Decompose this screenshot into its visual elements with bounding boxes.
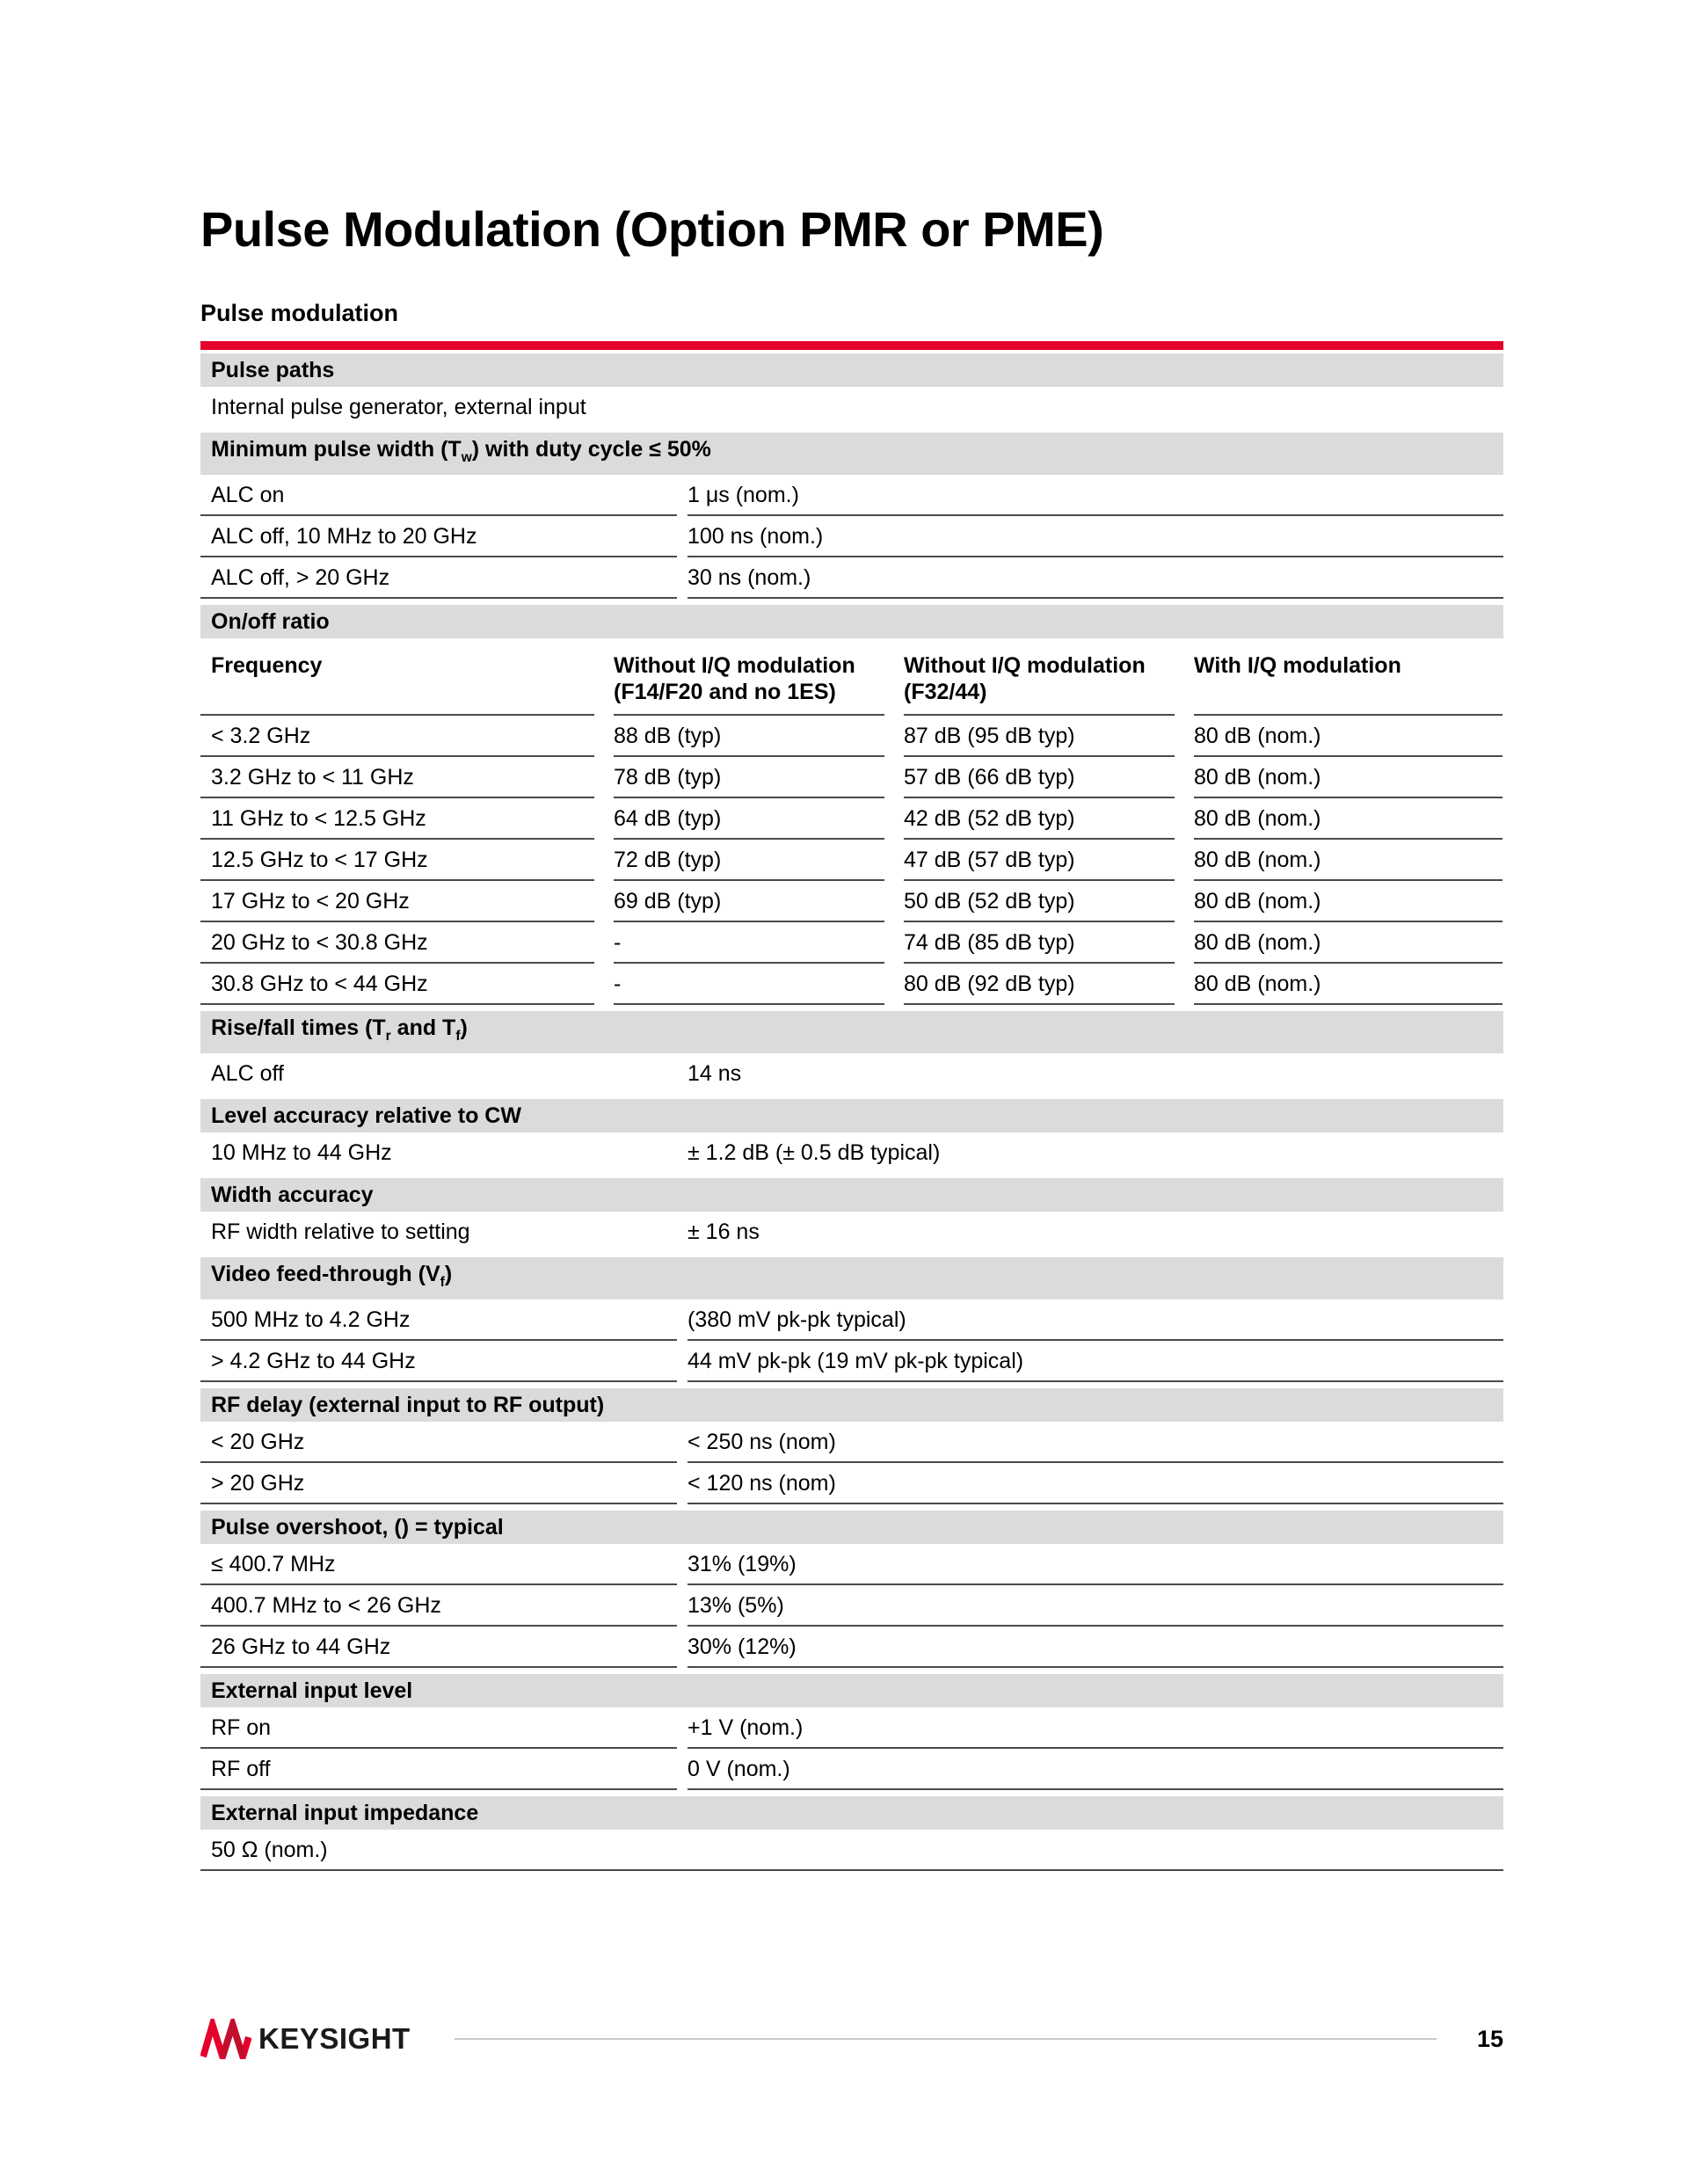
cell-frequency: 30.8 GHz to < 44 GHz bbox=[200, 964, 594, 1005]
spec-label: ALC off, > 20 GHz bbox=[200, 557, 677, 599]
page-title: Pulse Modulation (Option PMR or PME) bbox=[200, 201, 1104, 257]
spec-value: 1 μs (nom.) bbox=[688, 475, 1503, 516]
spec-value: 30 ns (nom.) bbox=[688, 557, 1503, 599]
spec-value: (380 mV pk-pk typical) bbox=[688, 1299, 1503, 1341]
cell-frequency: 17 GHz to < 20 GHz bbox=[200, 881, 594, 922]
cell-without-iq-f32: 47 dB (57 dB typ) bbox=[904, 840, 1175, 881]
column-header-with-iq: With I/Q modulation bbox=[1194, 638, 1502, 716]
spec-row bbox=[200, 1585, 1503, 1627]
spec-label: > 20 GHz bbox=[200, 1463, 677, 1504]
cell-frequency: 3.2 GHz to < 11 GHz bbox=[200, 757, 594, 798]
spec-row bbox=[200, 1627, 1503, 1668]
column-header-frequency: Frequency bbox=[200, 638, 594, 716]
spec-value: 31% (19%) bbox=[688, 1544, 1503, 1585]
spec-row bbox=[200, 1299, 1503, 1341]
cell-frequency: 11 GHz to < 12.5 GHz bbox=[200, 798, 594, 840]
onoff-table-row bbox=[200, 798, 1503, 840]
spec-row bbox=[200, 1749, 1503, 1790]
spec-row bbox=[200, 1544, 1503, 1585]
spec-label: ALC off, 10 MHz to 20 GHz bbox=[200, 516, 677, 557]
spec-row bbox=[200, 1707, 1503, 1749]
column-header-without-iq-f14: Without I/Q modulation (F14/F20 and no 1ES) bbox=[614, 638, 884, 716]
cell-without-iq-f14: - bbox=[614, 964, 884, 1005]
spec-label: RF off bbox=[200, 1749, 677, 1790]
section-header-pulse-overshoot: Pulse overshoot, () = typical bbox=[200, 1511, 1503, 1544]
cell-without-iq-f32: 80 dB (92 dB typ) bbox=[904, 964, 1175, 1005]
spec-value: +1 V (nom.) bbox=[688, 1707, 1503, 1749]
cell-frequency: < 3.2 GHz bbox=[200, 716, 594, 757]
spec-row bbox=[200, 516, 1503, 557]
spec-label: 500 MHz to 4.2 GHz bbox=[200, 1299, 677, 1341]
spec-row bbox=[200, 475, 1503, 516]
section-header-level-accuracy: Level accuracy relative to CW bbox=[200, 1099, 1503, 1132]
spec-row bbox=[200, 1132, 1503, 1172]
spec-value: 50 Ω (nom.) bbox=[200, 1830, 1503, 1871]
page-content bbox=[200, 0, 1503, 1871]
section-header-width-accuracy: Width accuracy bbox=[200, 1178, 1503, 1212]
spec-value: ± 16 ns bbox=[688, 1219, 760, 1244]
section-header-external-input-level: External input level bbox=[200, 1674, 1503, 1707]
spec-label: ALC off bbox=[211, 1061, 284, 1086]
onoff-table-row bbox=[200, 922, 1503, 964]
cell-without-iq-f14: 72 dB (typ) bbox=[614, 840, 884, 881]
cell-without-iq-f14: - bbox=[614, 922, 884, 964]
spec-label: < 20 GHz bbox=[200, 1422, 677, 1463]
onoff-table-row bbox=[200, 840, 1503, 881]
column-header-without-iq-f32: Without I/Q modulation (F32/44) bbox=[904, 638, 1175, 716]
section-header-video-feedthrough: Video feed-through $(V_f)$ bbox=[200, 1257, 1503, 1299]
section-header-external-input-impedance: External input impedance bbox=[200, 1796, 1503, 1830]
spec-value: 30% (12%) bbox=[688, 1627, 1503, 1668]
onoff-table-row bbox=[200, 881, 1503, 922]
spec-row bbox=[200, 1463, 1503, 1504]
spec-row bbox=[200, 1422, 1503, 1463]
spec-value: 100 ns (nom.) bbox=[688, 516, 1503, 557]
spec-value: < 120 ns (nom) bbox=[688, 1463, 1503, 1504]
cell-frequency: 12.5 GHz to < 17 GHz bbox=[200, 840, 594, 881]
cell-without-iq-f32: 74 dB (85 dB typ) bbox=[904, 922, 1175, 964]
cell-without-iq-f14: 78 dB (typ) bbox=[614, 757, 884, 798]
onoff-table-row bbox=[200, 964, 1503, 1005]
onoff-table-row bbox=[200, 716, 1503, 757]
section-header-rise-fall: Rise/fall times ($T_r$ and $T_f$) bbox=[200, 1011, 1503, 1053]
cell-with-iq: 80 dB (nom.) bbox=[1194, 922, 1502, 964]
spec-value: 44 mV pk-pk (19 mV pk-pk typical) bbox=[688, 1341, 1503, 1382]
spec-row bbox=[200, 1341, 1503, 1382]
section-header-rf-delay: RF delay (external input to RF output) bbox=[200, 1388, 1503, 1422]
spec-label: > 4.2 GHz to 44 GHz bbox=[200, 1341, 677, 1382]
spec-value: 14 ns bbox=[688, 1061, 742, 1086]
spec-value: < 250 ns (nom) bbox=[688, 1422, 1503, 1463]
brand-name: KEYSIGHT bbox=[258, 2022, 411, 2055]
cell-without-iq-f32: 50 dB (52 dB typ) bbox=[904, 881, 1175, 922]
spec-row bbox=[200, 387, 1503, 426]
spec-label: RF width relative to setting bbox=[211, 1219, 470, 1244]
spec-label: ≤ 400.7 MHz bbox=[200, 1544, 677, 1585]
spec-label: 26 GHz to 44 GHz bbox=[200, 1627, 677, 1668]
spec-row bbox=[200, 1212, 1503, 1251]
cell-without-iq-f32: 87 dB (95 dB typ) bbox=[904, 716, 1175, 757]
onoff-table-row bbox=[200, 757, 1503, 798]
cell-without-iq-f14: 88 dB (typ) bbox=[614, 716, 884, 757]
cell-without-iq-f32: 57 dB (66 dB typ) bbox=[904, 757, 1175, 798]
section-header-pulse-paths: Pulse paths bbox=[200, 353, 1503, 387]
cell-with-iq: 80 dB (nom.) bbox=[1194, 881, 1502, 922]
page-number: 15 bbox=[1476, 2025, 1503, 2052]
spec-row bbox=[200, 1830, 1503, 1871]
cell-without-iq-f32: 42 dB (52 dB typ) bbox=[904, 798, 1175, 840]
spec-row bbox=[200, 557, 1503, 599]
cell-with-iq: 80 dB (nom.) bbox=[1194, 840, 1502, 881]
cell-without-iq-f14: 69 dB (typ) bbox=[614, 881, 884, 922]
spec-row bbox=[200, 1053, 1503, 1093]
section-header-onoff-ratio: On/off ratio bbox=[200, 605, 1503, 638]
cell-with-iq: 80 dB (nom.) bbox=[1194, 757, 1502, 798]
keysight-spark-icon bbox=[200, 2019, 251, 2059]
cell-frequency: 20 GHz to < 30.8 GHz bbox=[200, 922, 594, 964]
spec-label: RF on bbox=[200, 1707, 677, 1749]
section-header-min-pulse-width: Minimum pulse width $(T_w)$ with duty cycle ≤ 50% bbox=[200, 433, 1503, 475]
accent-bar bbox=[200, 341, 1503, 350]
table-caption: Pulse modulation bbox=[200, 300, 399, 326]
spec-label: 10 MHz to 44 GHz bbox=[211, 1140, 392, 1165]
footer-divider bbox=[455, 2038, 1437, 2040]
spec-value: 13% (5%) bbox=[688, 1585, 1503, 1627]
cell-without-iq-f14: 64 dB (typ) bbox=[614, 798, 884, 840]
cell-with-iq: 80 dB (nom.) bbox=[1194, 798, 1502, 840]
spec-label: ALC on bbox=[200, 475, 677, 516]
spec-table bbox=[200, 341, 1503, 1871]
spec-value: ± 1.2 dB (± 0.5 dB typical) bbox=[688, 1140, 941, 1165]
cell-with-iq: 80 dB (nom.) bbox=[1194, 716, 1502, 757]
spec-value: Internal pulse generator, external input bbox=[211, 395, 586, 419]
keysight-logo bbox=[200, 2019, 411, 2059]
spec-value: 0 V (nom.) bbox=[688, 1749, 1503, 1790]
cell-with-iq: 80 dB (nom.) bbox=[1194, 964, 1502, 1005]
spec-label: 400.7 MHz to < 26 GHz bbox=[200, 1585, 677, 1627]
page-footer bbox=[200, 2019, 1503, 2059]
onoff-table-header bbox=[200, 638, 1503, 716]
